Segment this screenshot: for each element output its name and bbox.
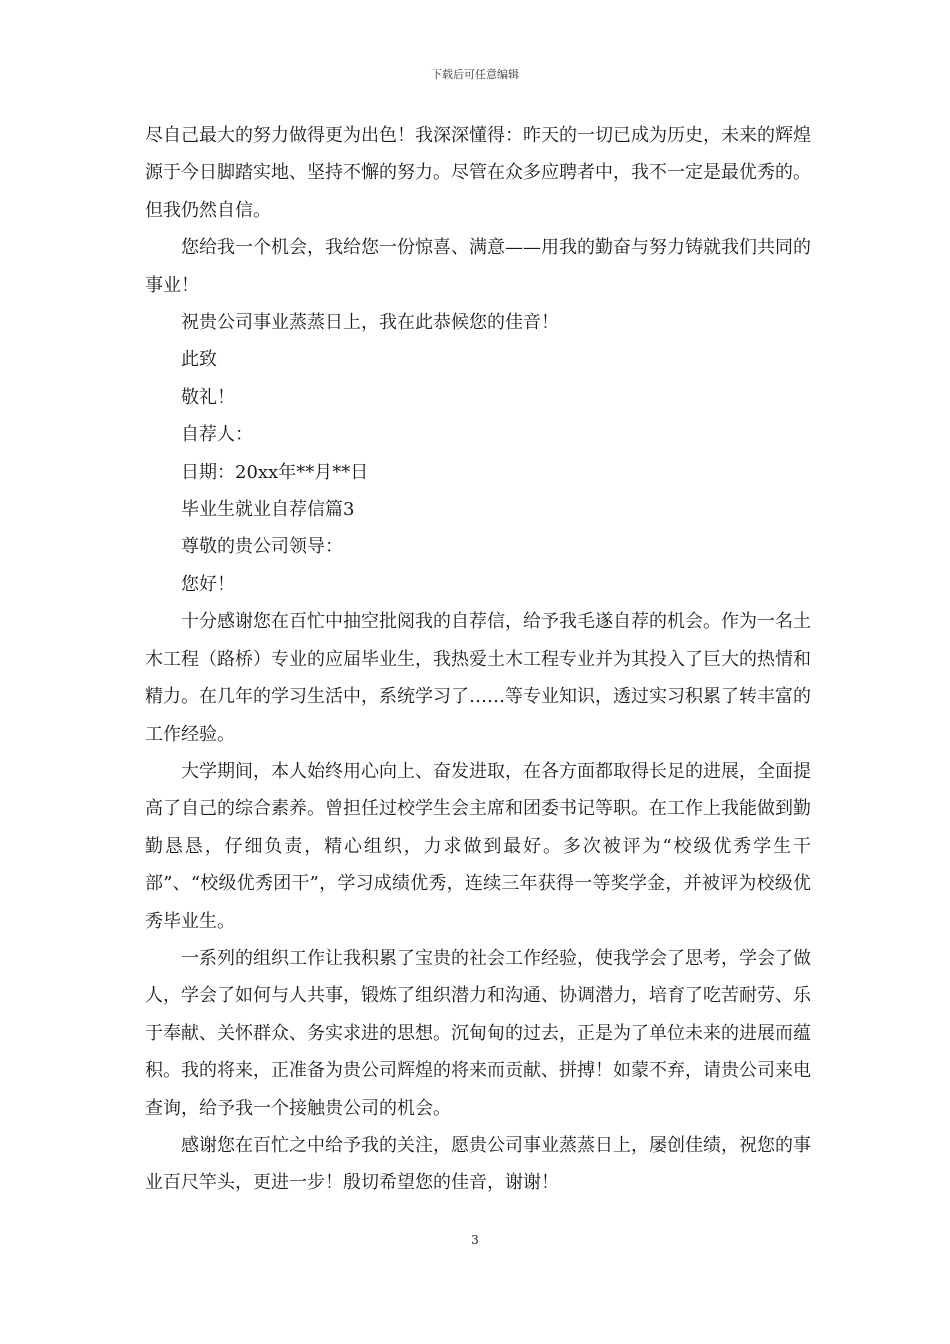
paragraph-wishes: 祝贵公司事业蒸蒸日上，我在此恭候您的佳音！ [181,312,559,334]
paragraph-introduction: 十分感谢您在百忙中抽空批阅我的自荐信，给予我毛遂自荐的机会。作为一名土木工程（路桥）专业的应届毕业生，我热爱土木工程专业并为其投入了巨大的热情和精力。在几年的学习生活中，系统学习了……等专业知识，透过实习积累了转丰富的工作经验。 [145,611,811,745]
paragraph-experience: 一系列的组织工作让我积累了宝贵的社会工作经验，使我学会了思考，学会了做人，学会了如何与人共事，锻炼了组织潜力和沟通、协调潜力，培育了吃苦耐劳、乐于奉献、关怀群众、务实求进的思想。沉甸甸的过去，正是为了单位未来的进展而蕴积。我的将来，正准备为贵公司辉煌的将来而贡献、拼搏！如蒙不弃，请贵公司来电查询，给予我一个接触贵公司的机会。 [145,947,811,1119]
paragraph-continuation: 尽自己最大的努力做得更为出色！我深深懂得：昨天的一切已成为历史，未来的辉煌源于今日脚踏实地、坚持不懈的努力。尽管在众多应聘者中，我不一定是最优秀的。但我仍然自信。 [145,125,811,221]
date-line: 日期：20xx年**月**日 [181,461,369,483]
section-title: 毕业生就业自荐信篇3 [181,499,355,521]
page-number: 3 [471,1233,479,1247]
closing-salutation: 此致 [181,349,217,371]
paragraph-thanks: 感谢您在百忙之中给予我的关注，愿贵公司事业蒸蒸日上，屡创佳绩，祝您的事业百尺竿头，更进一步！殷切希望您的佳音，谢谢！ [145,1134,811,1194]
closing-regards: 敬礼！ [181,386,235,408]
letter-body [145,117,811,1202]
page-header: 下载后可任意编辑 [431,68,519,81]
paragraph-opportunity: 您给我一个机会，我给您一份惊喜、满意——用我的勤奋与努力铸就我们共同的事业！ [145,237,811,296]
greeting-hello: 您好！ [181,573,235,595]
paragraph-university: 大学期间，本人始终用心向上、奋发进取，在各方面都取得长足的进展，全面提高了自己的综合素养。曾担任过校学生会主席和团委书记等职。在工作上我能做到勤勤恳恳，仔细负责，精心组织，力求做到最好。多次被评为“校级优秀学生干部”、“校级优秀团干”，学习成绩优秀，连续三年获得一等奖学金，并被评为校级优秀毕业生。 [145,760,811,932]
greeting-recipient: 尊敬的贵公司领导： [181,536,343,558]
signature-line: 自荐人： [181,424,253,446]
